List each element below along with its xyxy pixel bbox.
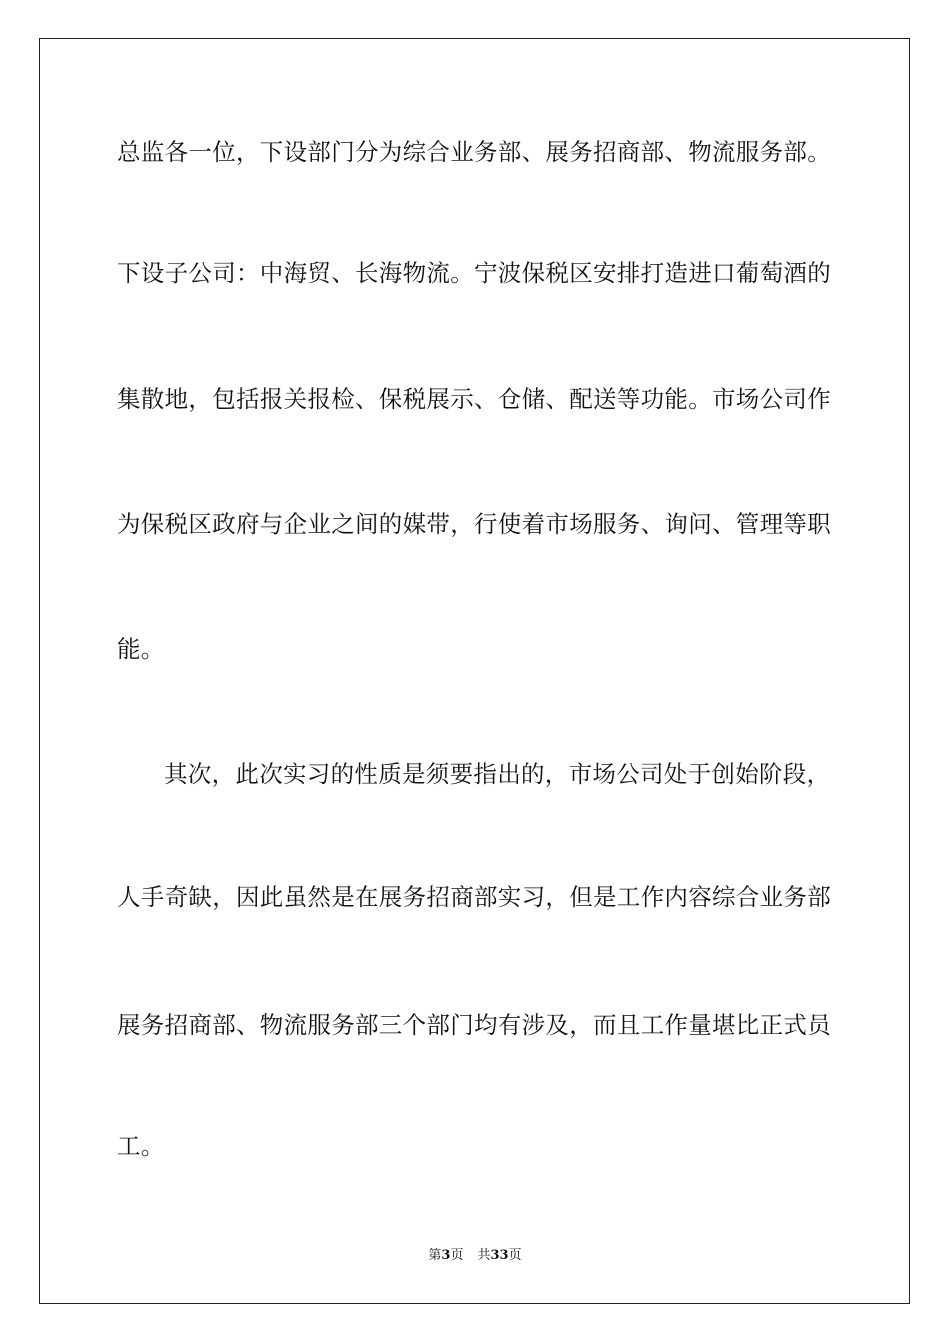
paragraph-line-3: 集散地，包括报关报检、保税展示、仓储、配送等功能。市场公司作 (117, 385, 831, 413)
total-pages-number: 33 (490, 1248, 509, 1263)
paragraph-line-6: 其次，此次实习的性质是须要指出的，市场公司处于创始阶段， (164, 760, 831, 788)
paragraph-line-5: 能。 (117, 635, 165, 663)
total-pages-label: 共33页 (477, 1248, 522, 1263)
paragraph-line-2: 下设子公司：中海贸、长海物流。宁波保税区安排打造进口葡萄酒的 (117, 259, 831, 287)
page-number: 3 (441, 1248, 451, 1263)
page-footer (0, 1247, 950, 1265)
page-border (39, 38, 910, 1304)
paragraph-line-9: 工。 (117, 1132, 165, 1160)
paragraph-line-1: 总监各一位，下设部门分为综合业务部、展务招商部、物流服务部。 (117, 138, 831, 166)
page-label: 第3页 (428, 1248, 464, 1263)
paragraph-line-7: 人手奇缺，因此虽然是在展务招商部实习，但是工作内容综合业务部 (117, 883, 831, 911)
paragraph-line-4: 为保税区政府与企业之间的媒带，行使着市场服务、询问、管理等职 (117, 510, 831, 538)
paragraph-line-8: 展务招商部、物流服务部三个部门均有涉及，而且工作量堪比正式员 (117, 1011, 831, 1039)
